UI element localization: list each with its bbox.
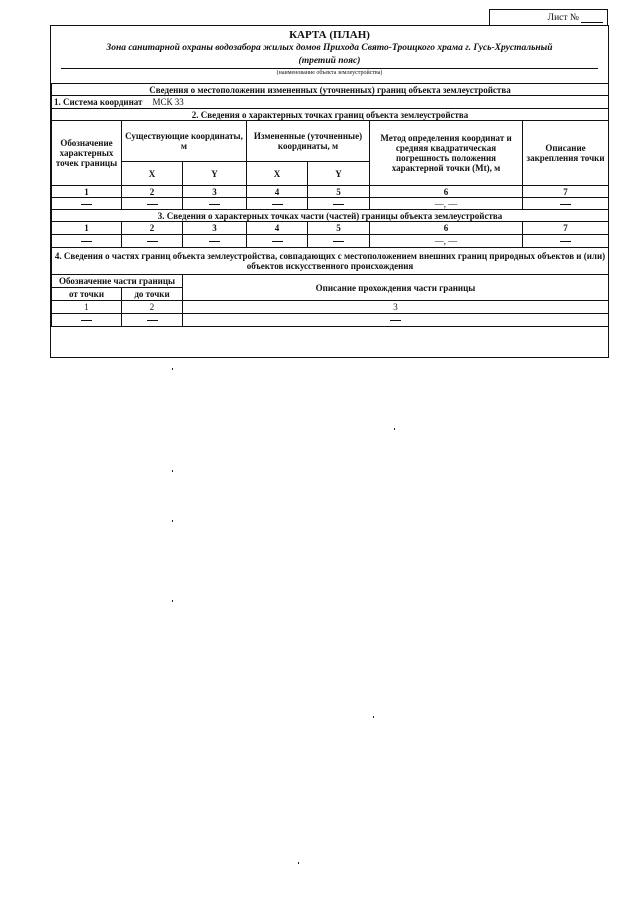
s3-cell-6: —, — <box>370 235 523 248</box>
section4-title: 4. Сведения о частях границ объекта землеустройства, совпадающих с местоположением внешних границ природных объектов и (или) объектов искусственного происхождения <box>52 248 609 275</box>
dash <box>333 241 344 242</box>
s4-cell-2 <box>122 314 183 327</box>
section4-data-row <box>52 314 609 327</box>
dash <box>560 241 571 242</box>
col-to-header: до точки <box>122 288 183 301</box>
s2-num-6: 6 <box>370 186 523 198</box>
s3-num-4: 4 <box>247 222 308 235</box>
s4-num-2: 2 <box>122 301 183 314</box>
col-route-header: Описание прохождения части границы <box>183 275 609 301</box>
title-block <box>51 26 608 83</box>
col-desc-header: Описание закрепления точки <box>523 121 609 186</box>
col-existing-y: Y <box>183 162 247 186</box>
section3-number-row <box>52 222 609 235</box>
col-changed-x: X <box>247 162 308 186</box>
scan-speck <box>298 862 299 864</box>
s3-num-6: 6 <box>370 222 523 235</box>
s3-cell-3 <box>183 235 247 248</box>
s3-cell-5 <box>308 235 370 248</box>
s2-num-1: 1 <box>52 186 122 198</box>
sheet-number-label: Лист № <box>547 13 579 23</box>
dash <box>333 204 344 205</box>
object-name-hint: (наименование объекта землеустройства) <box>276 70 383 76</box>
scan-speck <box>172 368 173 370</box>
col-existing-x: X <box>122 162 183 186</box>
col-from-header: от точки <box>52 288 122 301</box>
document-frame <box>50 25 609 358</box>
s2-num-4: 4 <box>247 186 308 198</box>
coord-system-row <box>52 96 609 109</box>
section4-number-row <box>52 301 609 314</box>
dash <box>81 204 92 205</box>
section3-data-row <box>52 235 609 248</box>
col-changed-header: Измененные (уточненные) координаты, м <box>247 121 370 162</box>
dash <box>272 204 283 205</box>
section2-title: 2. Сведения о характерных точках границ объекта землеустройства <box>52 109 609 121</box>
s3-num-1: 1 <box>52 222 122 235</box>
dash <box>147 241 158 242</box>
s2-cell-6: —, — <box>370 198 523 210</box>
s3-cell-7 <box>523 235 609 248</box>
s3-cell-4 <box>247 235 308 248</box>
scan-speck <box>172 470 173 472</box>
s2-cell-1 <box>52 198 122 210</box>
section3-title: 3. Сведения о характерных точках части (частей) границы объекта землеустройства <box>52 210 609 222</box>
s4-cell-1 <box>52 314 122 327</box>
dash <box>81 241 92 242</box>
coord-system-value: МСК 33 <box>152 97 184 107</box>
col-point-header: Обозначение характерных точек границы <box>52 121 122 186</box>
s2-num-5: 5 <box>308 186 370 198</box>
s2-cell-2 <box>122 198 183 210</box>
col-existing-header: Существующие координаты, м <box>122 121 247 162</box>
object-name-line1: Зона санитарной охраны водозабора жилых домов Прихода Свято-Троицкого храма г. Гусь-Хрустальный <box>106 43 553 53</box>
scan-speck <box>172 600 173 602</box>
s2-cell-7 <box>523 198 609 210</box>
s2-num-7: 7 <box>523 186 609 198</box>
boundary-table <box>51 83 609 327</box>
scan-speck <box>373 716 374 718</box>
s2-cell-4 <box>247 198 308 210</box>
dash <box>560 204 571 205</box>
col-changed-y: Y <box>308 162 370 186</box>
dash <box>209 204 220 205</box>
document-title: КАРТА (ПЛАН) <box>289 29 370 41</box>
scan-speck <box>394 428 395 430</box>
scan-speck <box>172 520 173 522</box>
s3-cell-2 <box>122 235 183 248</box>
section2-data-row <box>52 198 609 210</box>
s3-num-3: 3 <box>183 222 247 235</box>
s4-cell-3 <box>183 314 609 327</box>
s2-cell-5 <box>308 198 370 210</box>
dash <box>147 204 158 205</box>
col-part-header: Обозначение части границы <box>52 275 183 288</box>
s3-num-7: 7 <box>523 222 609 235</box>
col-method-header: Метод определения координат и средняя квадратическая погрешность положения характерной точки (Mt), м <box>370 121 523 186</box>
s4-num-3: 3 <box>183 301 609 314</box>
section2-number-row <box>52 186 609 198</box>
s3-cell-1 <box>52 235 122 248</box>
dash <box>272 241 283 242</box>
object-name-line2: (третий пояс) <box>298 56 361 66</box>
dash <box>209 241 220 242</box>
section-header: Сведения о местоположении измененных (уточненных) границ объекта землеустройства <box>52 84 609 96</box>
s2-cell-3 <box>183 198 247 210</box>
dash <box>81 320 92 321</box>
object-name-rule <box>61 68 598 69</box>
sheet-number-blank <box>581 12 603 23</box>
dash <box>390 320 401 321</box>
s2-num-2: 2 <box>122 186 183 198</box>
coord-system-label: 1. Система координат <box>54 97 143 107</box>
s4-num-1: 1 <box>52 301 122 314</box>
sheet-number-box <box>489 9 608 25</box>
s3-num-2: 2 <box>122 222 183 235</box>
s3-num-5: 5 <box>308 222 370 235</box>
dash <box>147 320 158 321</box>
s2-num-3: 3 <box>183 186 247 198</box>
